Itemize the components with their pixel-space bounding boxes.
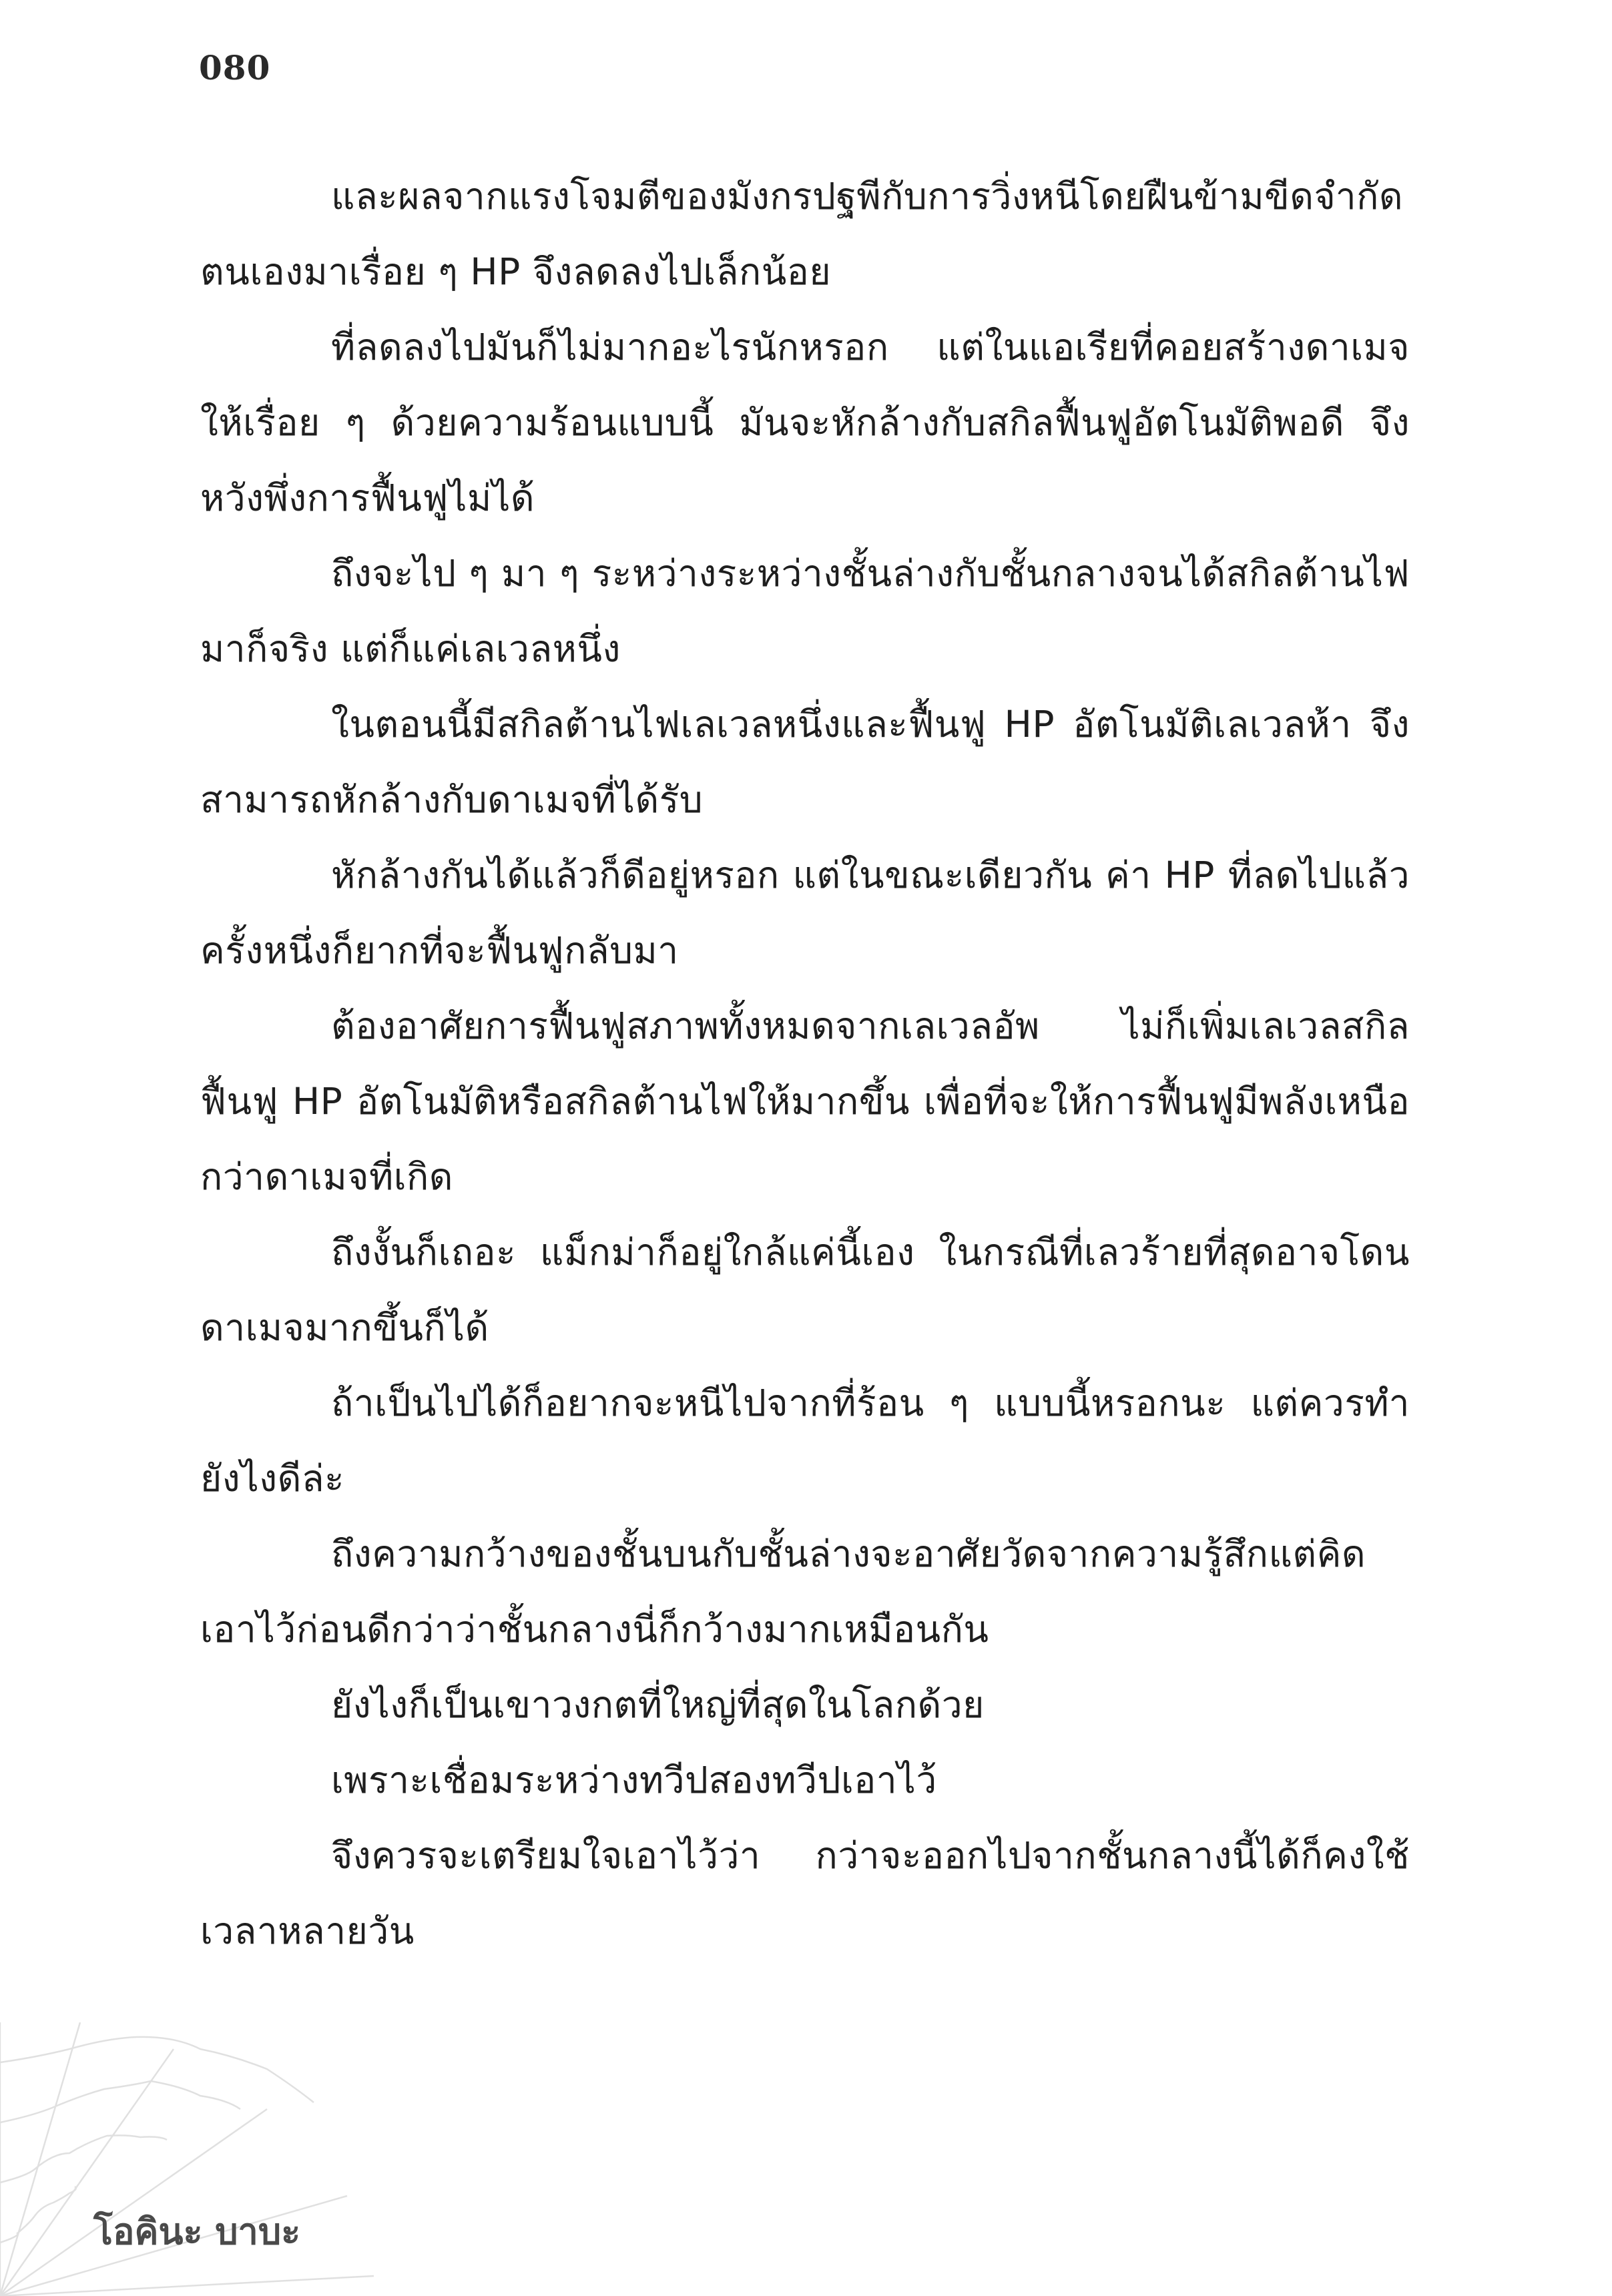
author-name: โอคินะ บาบะ — [93, 2211, 301, 2253]
paragraph: ถึงความกว้างของชั้นบนกับชั้นล่างจะอาศัยวัดจากความรู้สึกแต่คิดเอาไว้ก่อนดีกว่าว่าชั้นกลางนี่ก็กว้างมากเหมือนกัน — [200, 1532, 1366, 1651]
paragraph: ยังไงก็เป็นเขาวงกตที่ใหญ่ที่สุดในโลกด้วย — [331, 1683, 985, 1726]
paragraph: ถ้าเป็นไปได้ก็อยากจะหนีไปจากที่ร้อน ๆ แบบนี้หรอกนะ แต่ควรทำยังไงดีล่ะ — [200, 1382, 1410, 1500]
body-text — [200, 159, 1410, 1969]
page-number: 080 — [199, 48, 271, 87]
paragraph: ถึงงั้นก็เถอะ แม็กม่าก็อยู่ใกล้แค่นี้เอง ในกรณีที่เลวร้ายที่สุดอาจโดนดาเมจมากขึ้นก็ได้ — [200, 1231, 1410, 1349]
paragraph: ถึงจะไป ๆ มา ๆ ระหว่างระหว่างชั้นล่างกับชั้นกลางจนได้สกิลต้านไฟมาก็จริง แต่ก็แค่เลเวลหนึ่ง — [200, 552, 1410, 670]
paragraph: หักล้างกันได้แล้วก็ดีอยู่หรอก แต่ในขณะเดียวกัน ค่า HP ที่ลดไปแล้วครั้งหนึ่งก็ยากที่จะฟื้นฟูกลับมา — [200, 854, 1410, 972]
paragraph: ในตอนนี้มีสกิลต้านไฟเลเวลหนึ่งและฟื้นฟู HP อัตโนมัติเลเวลห้า จึงสามารถหักล้างกับดาเมจที่ได้รับ — [200, 703, 1410, 821]
paragraph: และผลจากแรงโจมตีของมังกรปฐพีกับการวิ่งหนีโดยฝืนข้ามขีดจำกัดตนเองมาเรื่อย ๆ HP จึงลดลงไปเล็กน้อย — [200, 175, 1404, 293]
paragraph: ที่ลดลงไปมันก็ไม่มากอะไรนักหรอก แต่ในแอเรียที่คอยสร้างดาเมจให้เรื่อย ๆ ด้วยความร้อนแบบนี้ มันจะหักล้างกับสกิลฟื้นฟูอัตโนมัติพอดี จึงหวังพึ่งการฟื้นฟูไม่ได้ — [200, 326, 1410, 519]
paragraph: จึงควรจะเตรียมใจเอาไว้ว่า กว่าจะออกไปจากชั้นกลางนี้ได้ก็คงใช้เวลาหลายวัน — [200, 1834, 1410, 1952]
paragraph: เพราะเชื่อมระหว่างทวีปสองทวีปเอาไว้ — [331, 1759, 937, 1801]
paragraph: ต้องอาศัยการฟื้นฟูสภาพทั้งหมดจากเลเวลอัพ ไม่ก็เพิ่มเลเวลสกิลฟื้นฟู HP อัตโนมัติหรือสกิลต้านไฟให้มากขึ้น เพื่อที่จะให้การฟื้นฟูมีพลังเหนือกว่าดาเมจที่เกิด — [200, 1005, 1410, 1198]
